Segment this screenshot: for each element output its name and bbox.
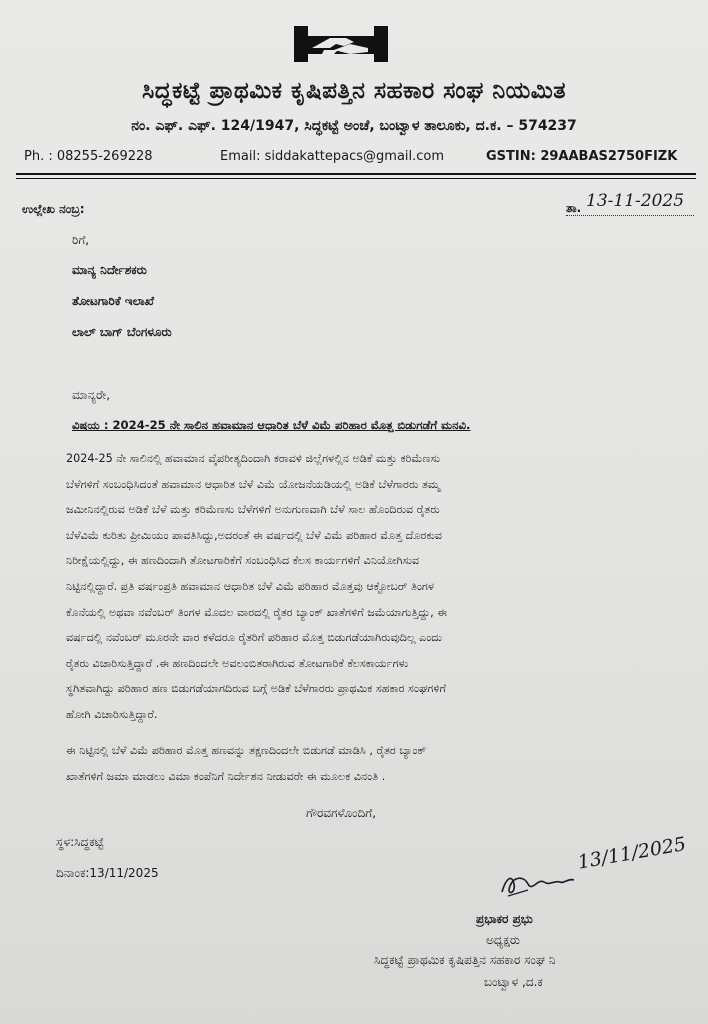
gstin-number: GSTIN: 29AABAS2750FIZK [486,149,678,164]
paragraph-line: ನಿಟ್ಟಿನಲ್ಲಿದ್ದಾರೆ. ಪ್ರತಿ ವರ್ಷಂಪ್ರತಿ ಹವಾಮಾನ ಆಧಾರಿತ ಬೆಳೆ ವಿಮೆ ಪರಿಹಾರ ಮೊತ್ತವು ಆಕ್ಟೋಬರ್ ತಿಂಗಳ [66,579,435,593]
recipient-line-2: ತೋಟಗಾರಿಕೆ ಇಲಾಖೆ [72,294,154,308]
salutation: ಮಾನ್ಯರೇ, [72,388,111,402]
paragraph-line: ಜಮೀನಿನಲ್ಲಿರುವ ಅಡಿಕೆ ಬೆಳೆ ಮತ್ತು ಕರಿಮೆಣಸು ಬೆಳೆಗಳಿಗೆ ಅನುಗುಣವಾಗಿ ಬೆಳೆ ಸಾಲ ಹೊಂದಿರುವ ರೈತರು [66,503,440,517]
paragraph-line: ಈ ನಿಟ್ಟಿನಲ್ಲಿ ಬೆಳೆ ವಿಮೆ ಪರಿಹಾರ ಮೊತ್ತ ಹಣವನ್ನು ತಕ್ಷಣದಿಂದಲೇ ಬಿಡುಗಡೆ ಮಾಡಿಸಿ , ರೈತರ ಬ್ಯಾಂಕ್ [66,744,427,757]
signatory-location: ಬಂಟ್ವಾಳ ,ದ.ಕ [484,975,543,989]
signatory-organization: ಸಿದ್ಧಕಟ್ಟೆ ಪ್ರಾಥಮಿಕ ಕೃಷಿಪತ್ತಿನ ಸಹಕಾರ ಸಂಘ ನಿ [374,953,556,967]
paragraph-line: 2024-25 ನೇ ಸಾಲಿನಲ್ಲಿ ಹವಾಮಾನ ವೈಪರೀತ್ಯದಿಂದಾಗಿ ಕರಾವಳಿ ಜಿಲ್ಲೆಗಳಲ್ಲಿನ ಅಡಿಕೆ ಮತ್ತು ಕರಿಮೆಣಸು [66,452,441,465]
closing: ಗೌರವಗಳೊಂದಿಗೆ, [306,806,377,820]
recipient-to: ರಿಗೆ, [72,233,90,247]
date-field [566,193,694,216]
organization-name: ಸಿದ್ಧಕಟ್ಟೆ ಪ್ರಾಥಮಿಕ ಕೃಷಿಪತ್ತಿನ ಸಹಕಾರ ಸಂಘ ನಿಯಮಿತ [142,78,566,104]
place-line: ಸ್ಥಳ:ಸಿದ್ಧಕಟ್ಟೆ [56,835,104,849]
paragraph-line: ಸ್ಥಗಿತವಾಗಿದ್ದು ಪರಿಹಾರ ಹಣ ಬಿಡುಗಡೆಯಾಗದಿರುವ ಬಗ್ಗೆ ಅಡಿಕೆ ಬೆಳೆಗಾರರು ಪ್ರಾಥಮಿಕ ಸಹಕಾರ ಸಂಘಗಳಿಗೆ [66,682,446,696]
paragraph-line: ಕೊನೆಯಲ್ಲಿ ಅಥವಾ ನವೆಂಬರ್ ತಿಂಗಳ ಮೊದಲ ವಾರದಲ್ಲಿ ರೈತರ ಬ್ಯಾಂಕ್ ಖಾತೆಗಳಿಗೆ ಜಮೆಯಾಗುತ್ತಿದ್ದು, ಈ [66,605,447,619]
reference-number-label: ಉಲ್ಲೇಖ ನಂಬ್ರ: [22,202,85,216]
recipient-line-1: ಮಾನ್ಯ ನಿರ್ದೇಶಕರು [72,263,147,277]
signature-date: 13/11/2025 [576,832,688,874]
date-label: ತಾ. [566,201,582,215]
email-address: Email: siddakattepacs@gmail.com [220,149,445,164]
body-paragraph-2 [66,738,670,789]
handwritten-date: 13-11-2025 [586,191,685,211]
subject-line: ವಿಷಯ : 2024-25 ನೇ ಸಾಲಿನ ಹವಾಮಾನ ಆಧಾರಿತ ಬೆಳೆ ವಿಮೆ ಪರಿಹಾರ ಮೊತ್ತ ಬಿಡುಗಡೆಗೆ ಮನವಿ. [72,418,471,432]
paragraph-line: ಹೋಗಿ ವಿಚಾರಿಸುತ್ತಿದ್ದಾರೆ. [66,707,158,721]
paragraph-line: ರೈತರು ವಿಚಾರಿಸುತ್ತಿದ್ದಾರೆ .ಈ ಹಣದಿಂದಲೇ ಅವಲಂಬಿತರಾಗಿರುವ ತೋಟಗಾರಿಕೆ ಕೆಲಸಕಾರ್ಯಗಳು [66,656,409,670]
organization-address: ನಂ. ಎಫ್. ಎಫ್. 124/1947, ಸಿದ್ಧಕಟ್ಟೆ ಅಂಚೆ, ಬಂಟ್ವಾಳ ತಾಲೂಕು, ದ.ಕ. – 574237 [131,118,577,134]
paragraph-line: ಬೆಳೆವಿಮೆ ಕುರಿತು ಪ್ರೀಮಿಯಂ ಪಾವತಿಸಿದ್ದು,ಅದರಂತೆ ಈ ವರ್ಷದಲ್ಲಿ ಬೆಳೆ ವಿಮೆ ಪರಿಹಾರ ಮೊತ್ತ ದೊರಕುವ [66,528,443,542]
paragraph-line: ವರ್ಷದಲ್ಲಿ ನವೆಂಬರ್ ಮೂರನೇ ವಾರ ಕಳೆದರೂ ರೈತರಿಗೆ ಪರಿಹಾರ ಮೊತ್ತ ಬಿಡುಗಡೆಯಾಗಿರುವುದಿಲ್ಲ ಎಂದು [66,631,443,645]
recipient-line-3: ಲಾಲ್ ಬಾಗ್ ಬೆಂಗಳೂರು [72,325,172,339]
date-line: ದಿನಾಂಕ:13/11/2025 [56,866,159,880]
header-rule-thick [16,173,696,175]
paragraph-line: ಖಾತೆಗಳಿಗೆ ಜಮಾ ಮಾಡಲು ವಿಮಾ ಕಂಪೆನಿಗೆ ನಿರ್ದೇಶನ ನೀಡುವರೇ ಈ ಮೂಲಕ ವಿನಂತಿ . [66,769,386,783]
paragraph-line: ಬೆಳೆಗಳಿಗೆ ಸಂಬಂಧಿಸಿದಂತೆ ಹವಾಮಾನ ಆಧಾರಿತ ಬೆಳೆ ವಿಮೆ ಯೋಜನೆಯಡಿಯಲ್ಲಿ ಅಡಿಕೆ ಬೆಳೆಗಾರರು ತಮ್ಮ [66,477,441,491]
signatory-designation: ಅಧ್ಯಕ್ಷರು [486,933,520,947]
handshake-logo-icon [294,24,388,64]
header-rule-thin [16,178,696,179]
paragraph-line: ನಿರೀಕ್ಷೆಯಲ್ಲಿದ್ದು, ಈ ಹಣದಿಂದಾಗಿ ತೋಟಗಾರಿಕೆಗೆ ಸಂಬಂಧಿಸಿದ ಕೆಲಸ ಕಾರ್ಯಗಳಿಗೆ ವಿನಿಯೋಗಿಸುವ [66,554,420,568]
body-paragraph-1 [66,446,670,728]
signatory-name: ಪ್ರಭಾಕರ ಪ್ರಭು [476,912,533,926]
handwritten-signature [498,868,578,902]
phone-number: Ph. : 08255-269228 [24,149,153,164]
